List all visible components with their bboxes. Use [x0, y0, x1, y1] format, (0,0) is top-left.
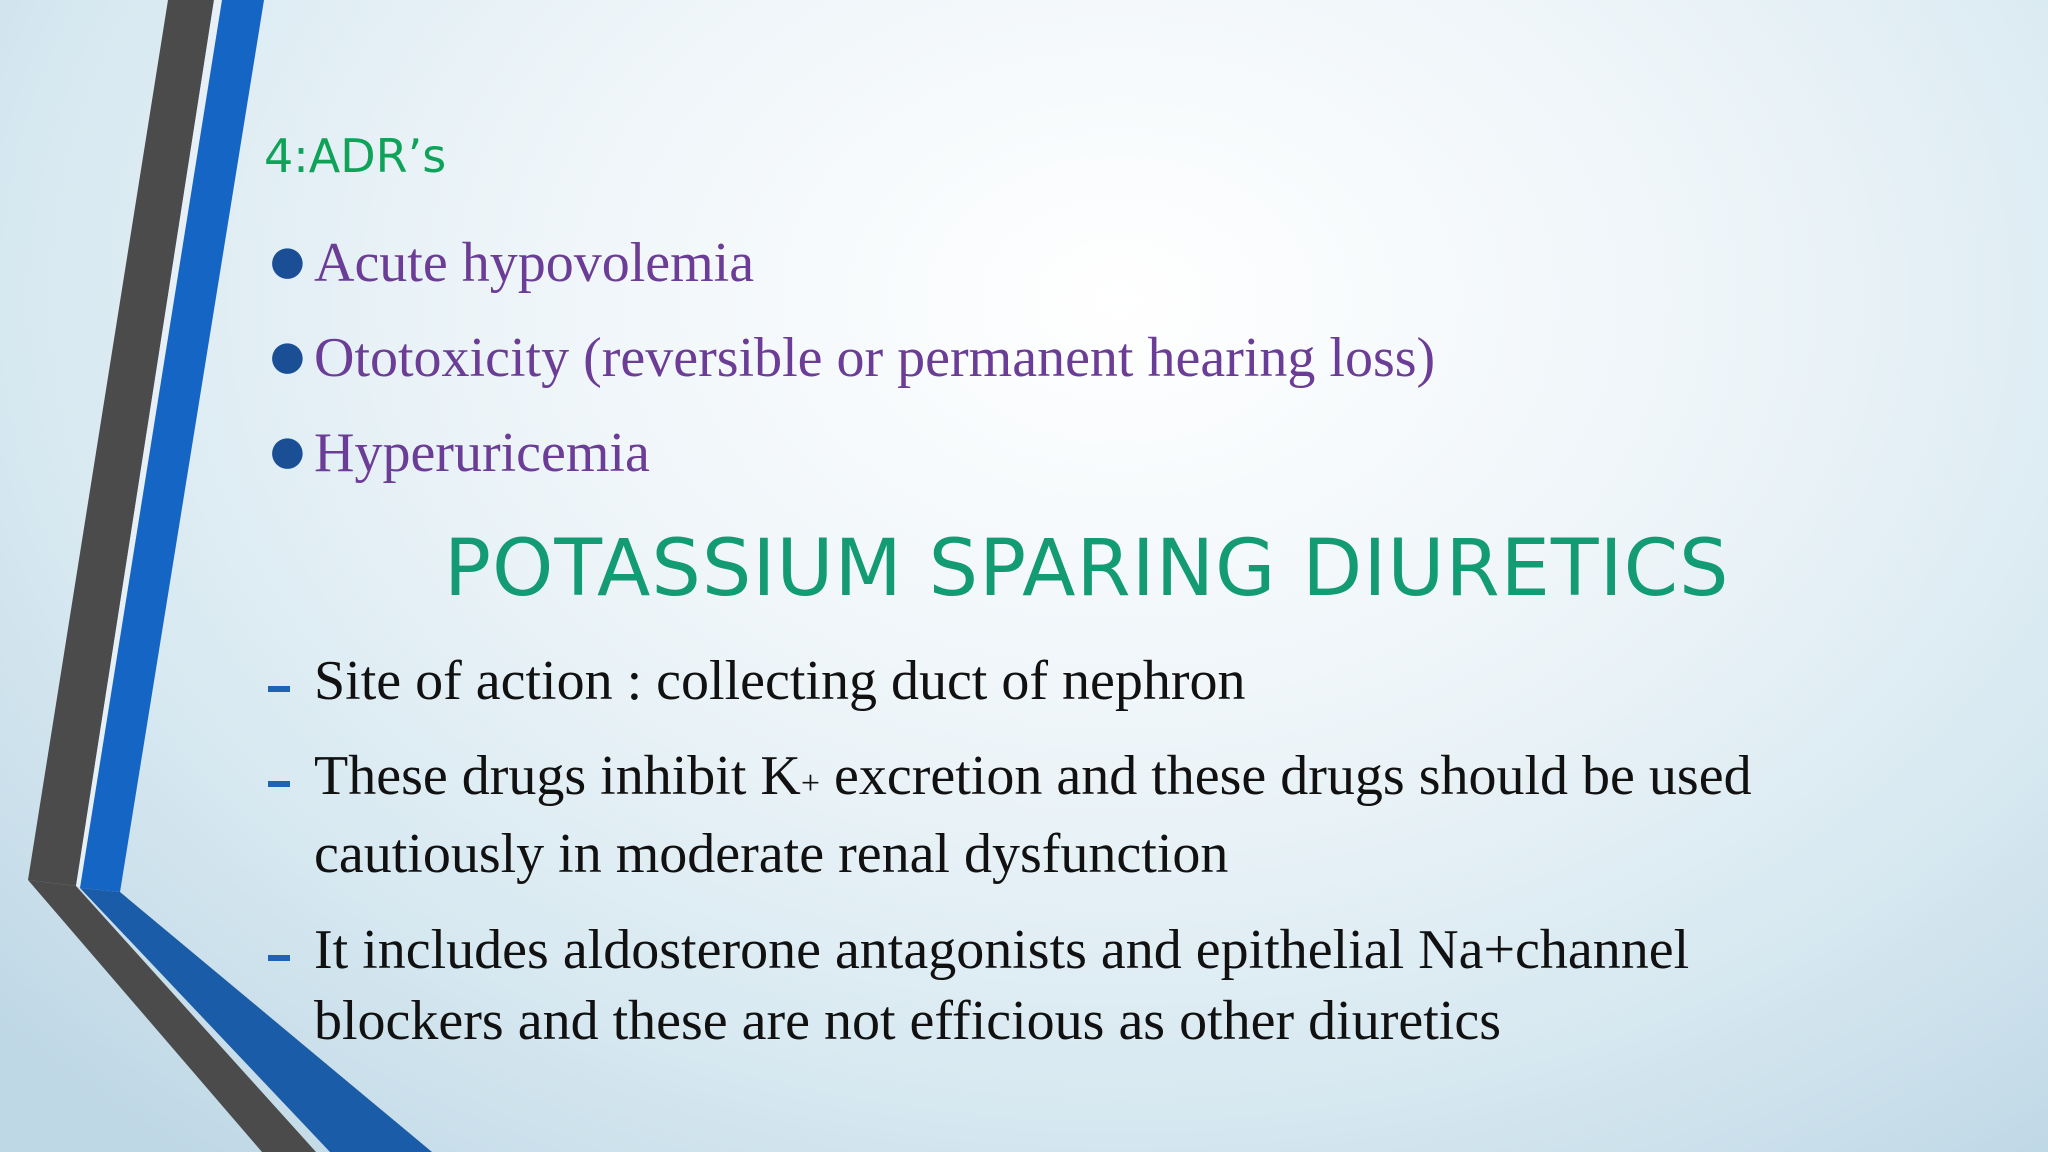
- dash-icon: [268, 955, 290, 961]
- dash-icon: [268, 781, 290, 787]
- point-k-excretion: [264, 741, 1752, 890]
- point-antagonists: [264, 915, 1752, 1057]
- bullet-dot-icon: ●: [270, 238, 305, 284]
- point-site-of-action: [264, 646, 1752, 716]
- point-text-line1: It includes aldosterone antagonists and epithelial Na+channel: [314, 919, 1690, 981]
- point-text-line2: blockers and these are not efficious as other diuretics: [314, 990, 1501, 1052]
- adr-list: [264, 228, 1435, 513]
- point-text-line2: cautiously in moderate renal dysfunction: [314, 823, 1229, 885]
- point-text: Site of action : collecting duct of nephron: [314, 650, 1246, 712]
- adr-item-hypovolemia: [264, 228, 1435, 298]
- adr-item-text: Acute hypovolemia: [314, 232, 755, 294]
- slide-heading: POTASSIUM SPARING DIURETICS: [444, 524, 1730, 614]
- superscript-plus: +: [800, 765, 821, 802]
- point-text-part: excretion and these drugs should be used: [820, 745, 1752, 807]
- point-text-part: These drugs inhibit K: [314, 745, 801, 807]
- dash-icon: [268, 686, 290, 692]
- section-title: 4:ADR’s: [264, 129, 447, 183]
- bullet-dot-icon: ●: [270, 428, 305, 474]
- adr-item-hyperuricemia: [264, 418, 1435, 488]
- adr-item-text: Ototoxicity (reversible or permanent hearing loss): [314, 327, 1436, 389]
- points-list: [264, 646, 1752, 1082]
- bullet-dot-icon: ●: [270, 333, 305, 379]
- adr-item-text: Hyperuricemia: [314, 422, 650, 484]
- adr-item-ototoxicity: [264, 323, 1435, 393]
